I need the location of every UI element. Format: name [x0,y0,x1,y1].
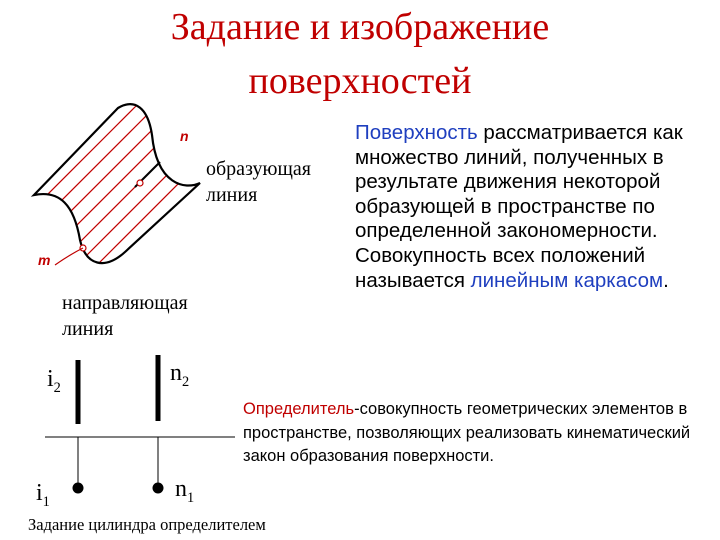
title-line-2: поверхностей [248,60,472,102]
n1-point [153,483,164,494]
label-i2: $i_2$ [47,366,61,396]
generatrix-point [137,180,143,186]
label-n2: $n_2$ [170,360,190,390]
label-i1: $i_1$ [36,480,50,510]
generatrix-label: образующая линия [206,158,311,206]
determinant-definition-text: Определитель-совокупность геометрических элементов в пространстве, позволяющих реализовать кинематический закон образования поверхности. [243,400,691,465]
label-n: n [180,128,189,144]
term-surface: Поверхность [355,121,478,144]
title-line-1: Задание и изображение [170,6,550,48]
cylinder-caption: Задание цилиндра определителем [28,515,266,534]
label-m: m [38,252,51,268]
term-linear-frame: линейным каркасом [470,268,664,292]
surface-definition-text: Поверхность рассматривается как множество линий, полученных в результате движения некоторой образующей в пространстве по определенной закономерности. Совокупность всех положений называется линейным каркасом. [355,121,683,292]
label-n1: $n_1$ [175,476,195,506]
directrix-label: направляющая линия [62,292,188,340]
term-determinant: Определитель [243,400,355,418]
directrix-curve [55,248,83,265]
i1-point [73,483,84,494]
